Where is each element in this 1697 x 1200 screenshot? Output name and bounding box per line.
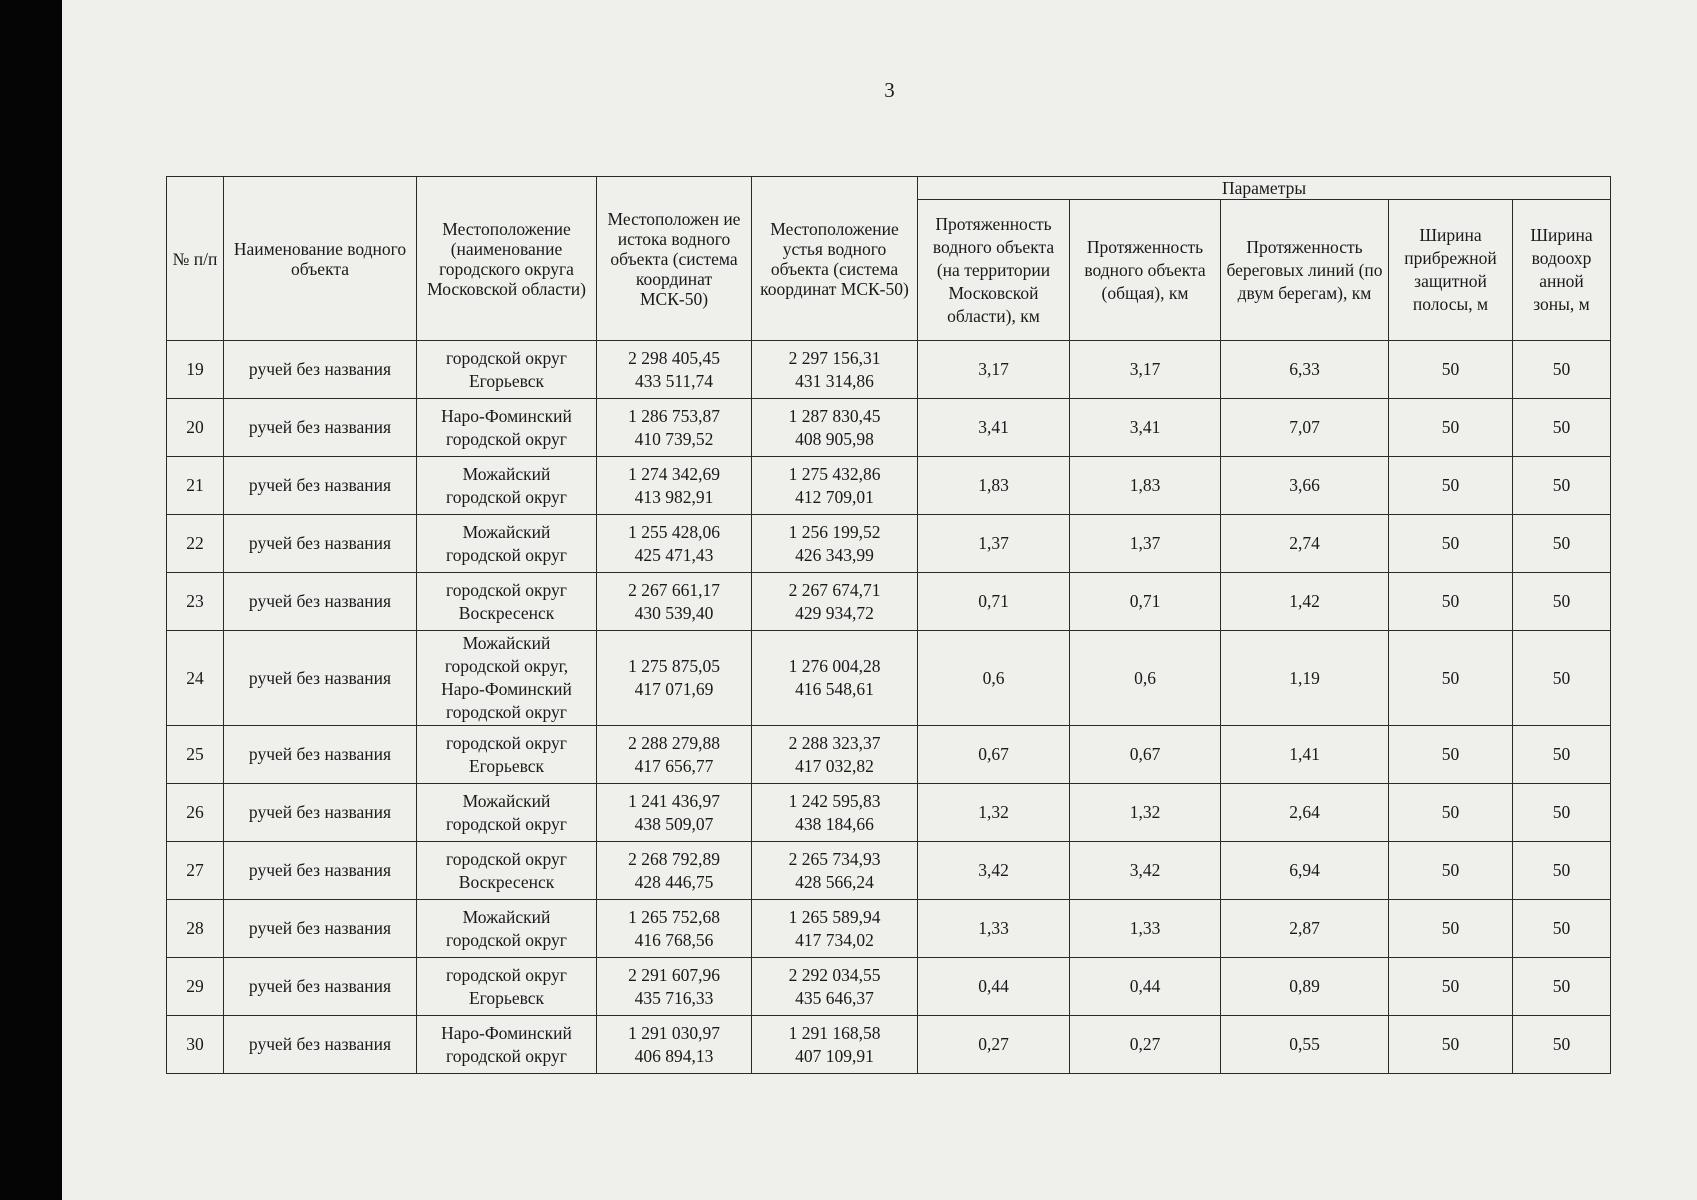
cell-protection-width: 50 xyxy=(1513,399,1611,457)
location-line: Воскресенск xyxy=(458,871,555,892)
cell-mouth xyxy=(752,573,918,631)
mouth-line: 438 184,66 xyxy=(795,813,874,834)
cell-location xyxy=(417,726,597,784)
mouth-line: 408 905,98 xyxy=(795,428,874,449)
cell-mouth xyxy=(752,457,918,515)
location-line: Можайский xyxy=(462,633,551,653)
cell-location xyxy=(417,958,597,1016)
cell-length-total: 3,41 xyxy=(1070,399,1221,457)
mouth-line: 1 275 432,86 xyxy=(788,463,881,484)
source-line: 2 288 279,88 xyxy=(628,732,720,753)
cell-length-total: 1,33 xyxy=(1070,900,1221,958)
location-line: городской округ xyxy=(446,964,567,985)
location-line: городской округ xyxy=(446,732,567,753)
mouth-line: 1 265 589,94 xyxy=(788,906,881,927)
cell-shoreline: 7,07 xyxy=(1221,399,1389,457)
table-row xyxy=(167,784,1611,842)
cell-source xyxy=(597,573,752,631)
source-line: 430 539,40 xyxy=(634,602,714,623)
header-protection-width: Ширина водоохр анной зоны, м xyxy=(1513,200,1611,341)
cell-length-region: 0,67 xyxy=(918,726,1070,784)
cell-buffer-width: 50 xyxy=(1389,726,1513,784)
cell-name: ручей без названия xyxy=(224,341,417,399)
cell-buffer-width: 50 xyxy=(1389,399,1513,457)
cell-buffer-width: 50 xyxy=(1389,631,1513,726)
cell-protection-width: 50 xyxy=(1513,726,1611,784)
cell-length-total: 1,83 xyxy=(1070,457,1221,515)
source-line: 2 268 792,89 xyxy=(628,848,720,869)
cell-protection-width: 50 xyxy=(1513,958,1611,1016)
source-line: 433 511,74 xyxy=(634,370,714,391)
location-line: Наро-Фоминский xyxy=(441,679,572,699)
source-line: 1 255 428,06 xyxy=(628,521,720,542)
cell-buffer-width: 50 xyxy=(1389,842,1513,900)
cell-num: 24 xyxy=(167,631,224,726)
location-line: городской округ, xyxy=(444,656,569,676)
cell-buffer-width: 50 xyxy=(1389,958,1513,1016)
source-line: 406 894,13 xyxy=(634,1045,714,1066)
cell-num: 29 xyxy=(167,958,224,1016)
cell-num: 30 xyxy=(167,1016,224,1074)
cell-length-total: 0,71 xyxy=(1070,573,1221,631)
table-row xyxy=(167,457,1611,515)
mouth-line: 1 287 830,45 xyxy=(788,405,881,426)
cell-length-total: 0,67 xyxy=(1070,726,1221,784)
header-parameters: Параметры xyxy=(918,177,1611,200)
mouth-line: 1 291 168,58 xyxy=(788,1022,881,1043)
source-line: 435 716,33 xyxy=(634,987,714,1008)
mouth-line: 2 265 734,93 xyxy=(788,848,881,869)
location-line: городской округ xyxy=(446,428,567,449)
cell-location xyxy=(417,900,597,958)
source-line: 1 265 752,68 xyxy=(628,906,720,927)
location-line: городской округ xyxy=(446,347,567,368)
cell-mouth xyxy=(752,399,918,457)
cell-source xyxy=(597,515,752,573)
cell-location xyxy=(417,1016,597,1074)
source-line: 428 446,75 xyxy=(634,871,714,892)
source-line: 1 291 030,97 xyxy=(628,1022,720,1043)
cell-buffer-width: 50 xyxy=(1389,573,1513,631)
mouth-line: 1 276 004,28 xyxy=(788,656,881,676)
page-number: 3 xyxy=(884,78,895,102)
table-row xyxy=(167,515,1611,573)
location-line: Можайский xyxy=(462,463,551,484)
cell-name: ручей без названия xyxy=(224,399,417,457)
cell-location xyxy=(417,515,597,573)
cell-mouth xyxy=(752,900,918,958)
cell-buffer-width: 50 xyxy=(1389,515,1513,573)
cell-shoreline: 6,94 xyxy=(1221,842,1389,900)
cell-mouth xyxy=(752,842,918,900)
location-line: Можайский xyxy=(462,906,551,927)
cell-mouth xyxy=(752,631,918,726)
table-row xyxy=(167,958,1611,1016)
cell-shoreline: 0,55 xyxy=(1221,1016,1389,1074)
table-body xyxy=(167,341,1611,1074)
cell-length-total: 1,32 xyxy=(1070,784,1221,842)
source-line: 417 071,69 xyxy=(634,679,714,699)
mouth-line: 429 934,72 xyxy=(795,602,874,623)
mouth-line: 2 267 674,71 xyxy=(788,579,881,600)
cell-length-total: 3,17 xyxy=(1070,341,1221,399)
cell-num: 28 xyxy=(167,900,224,958)
location-line: городской округ xyxy=(446,929,567,950)
location-line: городской округ xyxy=(446,544,567,565)
location-line: Воскресенск xyxy=(458,602,555,623)
location-line: Егорьевск xyxy=(468,370,545,391)
cell-buffer-width: 50 xyxy=(1389,341,1513,399)
cell-length-total: 1,37 xyxy=(1070,515,1221,573)
cell-mouth xyxy=(752,958,918,1016)
source-line: 417 656,77 xyxy=(634,755,714,776)
cell-length-region: 0,44 xyxy=(918,958,1070,1016)
cell-protection-width: 50 xyxy=(1513,900,1611,958)
cell-name: ручей без названия xyxy=(224,900,417,958)
table-row xyxy=(167,1016,1611,1074)
source-line: 2 267 661,17 xyxy=(628,579,720,600)
water-objects-table xyxy=(166,176,1611,1074)
mouth-line: 417 734,02 xyxy=(795,929,874,950)
mouth-line: 426 343,99 xyxy=(795,544,874,565)
table-row xyxy=(167,842,1611,900)
header-location: Местоположение (наименование городского округа Московской области) xyxy=(417,177,597,341)
cell-length-region: 1,33 xyxy=(918,900,1070,958)
cell-num: 22 xyxy=(167,515,224,573)
mouth-line: 435 646,37 xyxy=(795,987,874,1008)
cell-source xyxy=(597,399,752,457)
cell-num: 25 xyxy=(167,726,224,784)
cell-length-total: 0,27 xyxy=(1070,1016,1221,1074)
cell-mouth xyxy=(752,726,918,784)
mouth-line: 412 709,01 xyxy=(795,486,874,507)
cell-protection-width: 50 xyxy=(1513,1016,1611,1074)
mouth-line: 2 288 323,37 xyxy=(788,732,881,753)
cell-source xyxy=(597,842,752,900)
cell-shoreline: 1,19 xyxy=(1221,631,1389,726)
location-line: Егорьевск xyxy=(468,987,545,1008)
cell-location xyxy=(417,457,597,515)
cell-length-total: 3,42 xyxy=(1070,842,1221,900)
cell-name: ручей без названия xyxy=(224,784,417,842)
cell-num: 27 xyxy=(167,842,224,900)
cell-source xyxy=(597,958,752,1016)
location-line: Егорьевск xyxy=(468,755,545,776)
header-length-region: Протяженность водного объекта (на территории Московской области), км xyxy=(918,200,1070,341)
cell-length-region: 1,37 xyxy=(918,515,1070,573)
cell-name: ручей без названия xyxy=(224,457,417,515)
cell-source xyxy=(597,631,752,726)
cell-num: 26 xyxy=(167,784,224,842)
cell-mouth xyxy=(752,1016,918,1074)
mouth-line: 1 256 199,52 xyxy=(788,521,881,542)
source-line: 438 509,07 xyxy=(634,813,714,834)
cell-num: 23 xyxy=(167,573,224,631)
cell-source xyxy=(597,784,752,842)
cell-name: ручей без названия xyxy=(224,726,417,784)
cell-shoreline: 2,87 xyxy=(1221,900,1389,958)
source-line: 416 768,56 xyxy=(634,929,714,950)
cell-protection-width: 50 xyxy=(1513,784,1611,842)
cell-name: ручей без названия xyxy=(224,958,417,1016)
cell-protection-width: 50 xyxy=(1513,842,1611,900)
source-line: 1 275 875,05 xyxy=(628,656,720,676)
mouth-line: 416 548,61 xyxy=(795,679,874,699)
cell-location xyxy=(417,341,597,399)
source-line: 425 471,43 xyxy=(634,544,714,565)
cell-length-region: 3,42 xyxy=(918,842,1070,900)
source-line: 2 298 405,45 xyxy=(628,347,720,368)
cell-buffer-width: 50 xyxy=(1389,784,1513,842)
cell-source xyxy=(597,341,752,399)
location-line: городской округ xyxy=(446,579,567,600)
cell-name: ручей без названия xyxy=(224,842,417,900)
source-line: 1 286 753,87 xyxy=(628,405,720,426)
cell-source xyxy=(597,457,752,515)
source-line: 413 982,91 xyxy=(634,486,714,507)
cell-length-region: 0,6 xyxy=(918,631,1070,726)
cell-shoreline: 0,89 xyxy=(1221,958,1389,1016)
cell-source xyxy=(597,1016,752,1074)
cell-length-region: 0,27 xyxy=(918,1016,1070,1074)
mouth-line: 2 297 156,31 xyxy=(788,347,881,368)
cell-num: 21 xyxy=(167,457,224,515)
cell-protection-width: 50 xyxy=(1513,515,1611,573)
source-line: 1 274 342,69 xyxy=(628,463,720,484)
table-row xyxy=(167,631,1611,726)
cell-shoreline: 1,41 xyxy=(1221,726,1389,784)
cell-length-region: 0,71 xyxy=(918,573,1070,631)
location-line: Наро-Фоминский xyxy=(441,1022,572,1043)
header-name: Наименование водного объекта xyxy=(224,177,417,341)
cell-protection-width: 50 xyxy=(1513,573,1611,631)
cell-shoreline: 2,74 xyxy=(1221,515,1389,573)
location-line: городской округ xyxy=(446,813,567,834)
location-line: Наро-Фоминский xyxy=(441,405,572,426)
cell-num: 19 xyxy=(167,341,224,399)
location-line: Можайский xyxy=(462,521,551,542)
cell-buffer-width: 50 xyxy=(1389,457,1513,515)
table-row xyxy=(167,341,1611,399)
cell-name: ручей без названия xyxy=(224,1016,417,1074)
header-length-total: Протяженность водного объекта (общая), км xyxy=(1070,200,1221,341)
location-line: Можайский xyxy=(462,790,551,811)
cell-mouth xyxy=(752,515,918,573)
header-buffer-width: Ширина прибрежной защитной полосы, м xyxy=(1389,200,1513,341)
table-row xyxy=(167,399,1611,457)
cell-num: 20 xyxy=(167,399,224,457)
mouth-line: 407 109,91 xyxy=(795,1045,874,1066)
cell-buffer-width: 50 xyxy=(1389,900,1513,958)
cell-shoreline: 2,64 xyxy=(1221,784,1389,842)
source-line: 2 291 607,96 xyxy=(628,964,720,985)
cell-name: ручей без названия xyxy=(224,515,417,573)
source-line: 1 241 436,97 xyxy=(628,790,720,811)
cell-mouth xyxy=(752,341,918,399)
mouth-line: 2 292 034,55 xyxy=(788,964,881,985)
cell-shoreline: 1,42 xyxy=(1221,573,1389,631)
cell-length-region: 1,83 xyxy=(918,457,1070,515)
cell-length-total: 0,6 xyxy=(1070,631,1221,726)
cell-protection-width: 50 xyxy=(1513,457,1611,515)
cell-shoreline: 6,33 xyxy=(1221,341,1389,399)
header-mouth: Местоположение устья водного объекта (система координат МСК-50) xyxy=(752,177,918,341)
cell-protection-width: 50 xyxy=(1513,341,1611,399)
cell-location xyxy=(417,784,597,842)
cell-location xyxy=(417,399,597,457)
header-num: № п/п xyxy=(167,177,224,341)
cell-name: ручей без названия xyxy=(224,573,417,631)
table-row xyxy=(167,726,1611,784)
mouth-line: 417 032,82 xyxy=(795,755,874,776)
location-line: городской округ xyxy=(446,486,567,507)
mouth-line: 428 566,24 xyxy=(795,871,874,892)
location-line: городской округ xyxy=(446,702,567,722)
table-row xyxy=(167,900,1611,958)
cell-length-region: 3,41 xyxy=(918,399,1070,457)
cell-buffer-width: 50 xyxy=(1389,1016,1513,1074)
cell-length-region: 1,32 xyxy=(918,784,1070,842)
cell-length-total: 0,44 xyxy=(1070,958,1221,1016)
cell-source xyxy=(597,900,752,958)
location-line: городской округ xyxy=(446,1045,567,1066)
cell-name: ручей без названия xyxy=(224,631,417,726)
header-source: Местоположен ие истока водного объекта (система координат МСК-50) xyxy=(597,177,752,341)
cell-length-region: 3,17 xyxy=(918,341,1070,399)
cell-location xyxy=(417,573,597,631)
cell-source xyxy=(597,726,752,784)
location-line: городской округ xyxy=(446,848,567,869)
cell-protection-width: 50 xyxy=(1513,631,1611,726)
header-shoreline: Протяженность береговых линий (по двум берегам), км xyxy=(1221,200,1389,341)
cell-shoreline: 3,66 xyxy=(1221,457,1389,515)
cell-location xyxy=(417,631,597,726)
scan-left-edge xyxy=(0,0,62,1200)
cell-location xyxy=(417,842,597,900)
mouth-line: 431 314,86 xyxy=(795,370,874,391)
table-row xyxy=(167,573,1611,631)
mouth-line: 1 242 595,83 xyxy=(788,790,881,811)
source-line: 410 739,52 xyxy=(634,428,714,449)
cell-mouth xyxy=(752,784,918,842)
